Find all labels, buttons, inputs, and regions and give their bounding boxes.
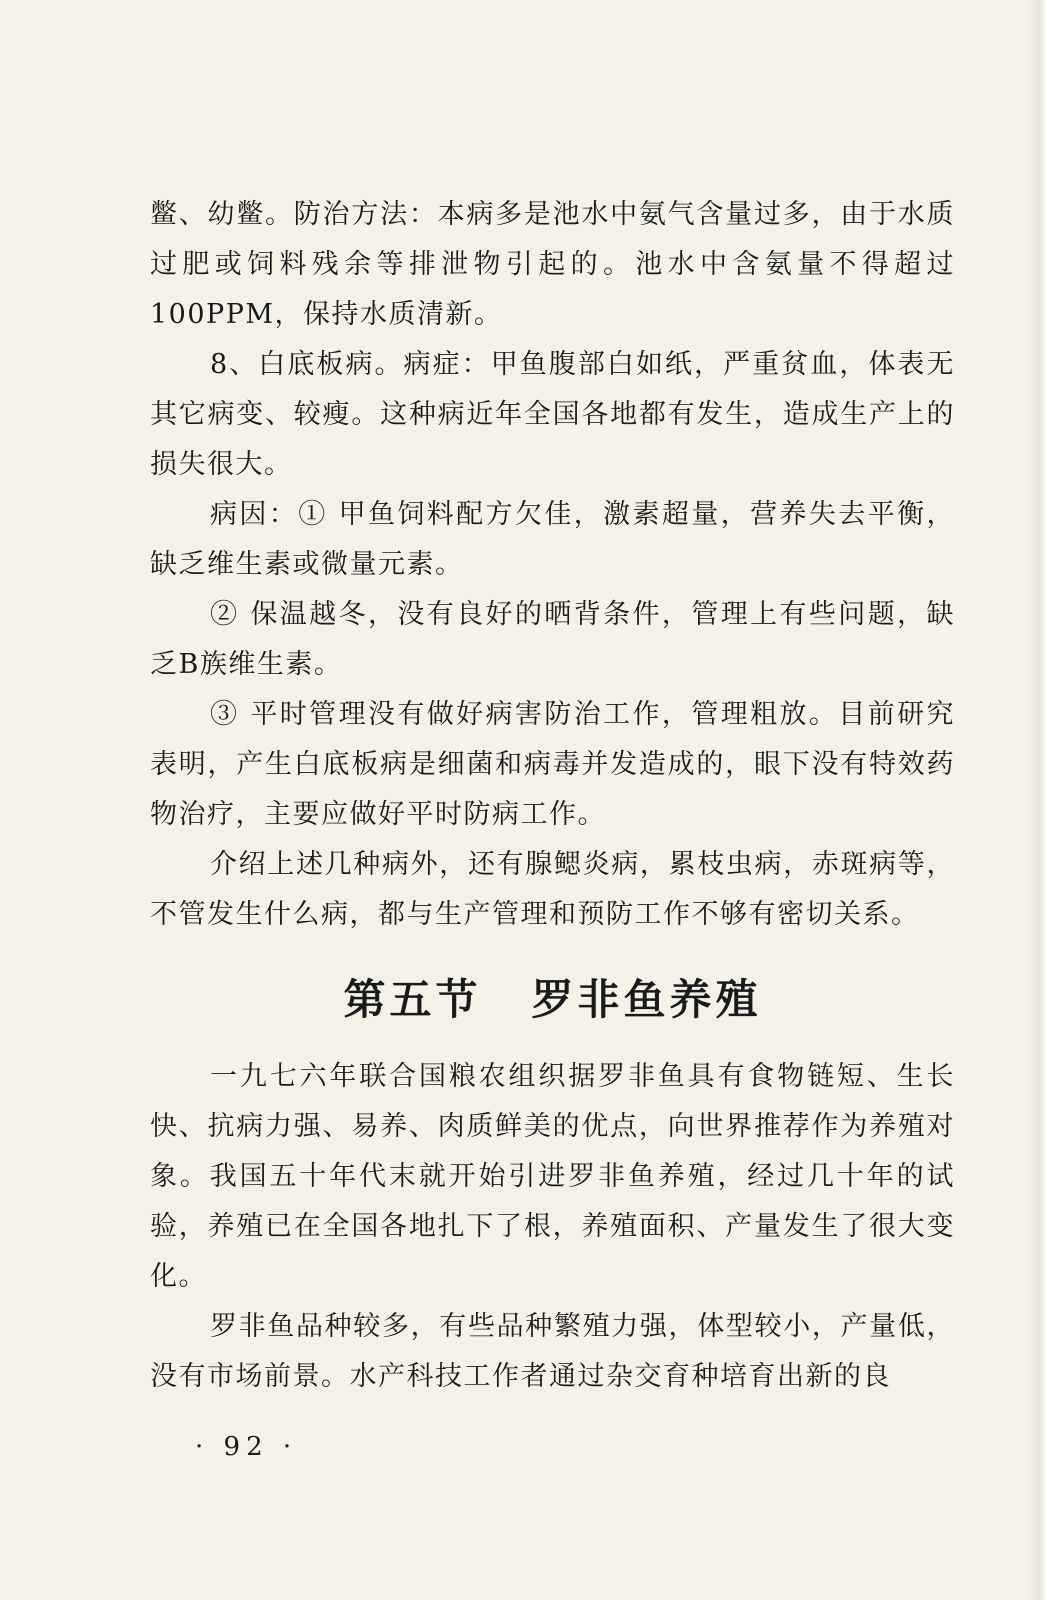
paragraph-cause-2: ② 保温越冬，没有良好的晒背条件，管理上有些问题，缺乏B族维生素。 (150, 599, 955, 680)
section-heading (150, 970, 955, 1030)
section-title: 罗非鱼养殖 (531, 975, 762, 1024)
paragraph-tilapia-varieties: 罗非鱼品种较多，有些品种繁殖力强，体型较小，产量低，没有市场前景。水产科技工作者通过杂交育种培育出新的良 (150, 1311, 955, 1392)
paragraph-other-diseases: 介绍上述几种病外，还有腺鳃炎病，累枝虫病，赤斑病等，不管发生什么病，都与生产管理和预防工作不够有密切关系。 (150, 849, 955, 930)
paragraph-tilapia-intro: 一九七六年联合国粮农组织据罗非鱼具有食物链短、生长快、抗病力强、易养、肉质鲜美的优点，向世界推荐作为养殖对象。我国五十年代末就开始引进罗非鱼养殖，经过几十年的试验，养殖已在全国各地扎下了根，养殖面积、产量发生了很大变化。 (150, 1061, 955, 1292)
section-number: 第五节 (343, 975, 482, 1024)
paragraph-white-belly-disease: 8、白底板病。病症：甲鱼腹部白如纸，严重贫血，体表无其它病变、较瘦。这种病近年全国各地都有发生，造成生产上的损失很大。 (150, 349, 955, 480)
page-edge-shadow (1029, 0, 1047, 1600)
page-number: · 92 · (195, 1432, 298, 1462)
paragraph-continuation: 鳖、幼鳖。防治方法：本病多是池水中氨气含量过多，由于水质过肥或饲料残余等排泄物引起的。池水中含氨量不得超过100PPM，保持水质清新。 (150, 199, 955, 330)
paragraph-cause-3: ③ 平时管理没有做好病害防治工作，管理粗放。目前研究表明，产生白底板病是细菌和病毒并发造成的，眼下没有特效药物治疗，主要应做好平时防病工作。 (150, 699, 955, 830)
page-text-block (150, 190, 955, 1402)
paragraph-cause-1: 病因：① 甲鱼饲料配方欠佳，激素超量，营养失去平衡，缺乏维生素或微量元素。 (150, 499, 955, 580)
